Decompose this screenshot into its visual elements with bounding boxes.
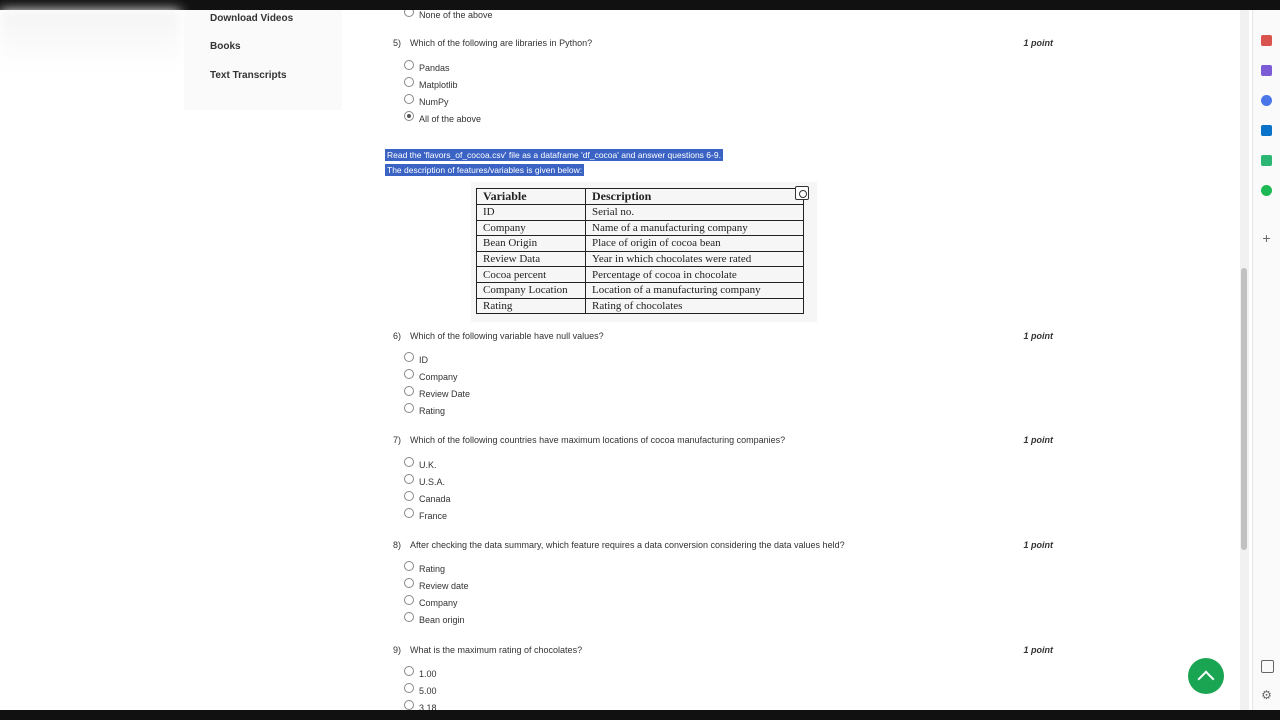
radio-button[interactable]: [404, 561, 414, 571]
browser-bottom-bar: [0, 710, 1280, 720]
radio-button[interactable]: [404, 508, 414, 518]
table-row: [477, 298, 804, 314]
table-cell: Serial no.: [586, 205, 804, 221]
radio-button[interactable]: [404, 352, 414, 362]
radio-button[interactable]: [404, 666, 414, 676]
question-number: 8): [393, 540, 402, 550]
option-france[interactable]: [404, 509, 447, 523]
radio-button[interactable]: [404, 491, 414, 501]
question-5: [393, 38, 592, 48]
radio-button[interactable]: [404, 595, 414, 605]
radio-button[interactable]: [404, 369, 414, 379]
option-label: U.S.A.: [419, 477, 446, 487]
option-3-18[interactable]: [404, 701, 437, 710]
scroll-to-top-button[interactable]: [1188, 658, 1224, 694]
add-icon[interactable]: +: [1262, 230, 1271, 246]
option-label: None of the above: [419, 10, 493, 20]
table-cell: Rating of chocolates: [586, 298, 804, 314]
option-5-00[interactable]: [404, 684, 437, 698]
table-row: [477, 282, 804, 298]
table-cell: Percentage of cocoa in chocolate: [586, 267, 804, 283]
option-pandas[interactable]: [404, 61, 450, 75]
radio-button[interactable]: [404, 403, 414, 413]
radio-button-selected[interactable]: [404, 111, 414, 121]
question-number: 5): [393, 38, 402, 48]
question-number: 6): [393, 331, 402, 341]
table-cell: Company Location: [477, 282, 586, 298]
points-label: 1 point: [1023, 331, 1053, 341]
option-label: 3.18: [419, 703, 437, 710]
option-label: U.K.: [419, 460, 437, 470]
sidebar-item-books[interactable]: Books: [210, 41, 241, 52]
question-6: [393, 331, 604, 341]
instruction-line-2: The description of features/variables is given below:: [387, 165, 583, 175]
option-label: Rating: [419, 564, 446, 574]
radio-button[interactable]: [404, 386, 414, 396]
question-9: [393, 645, 582, 655]
radio-button[interactable]: [404, 60, 414, 70]
sidebar-toggle-icon[interactable]: [1261, 660, 1274, 673]
table-cell: Review Data: [477, 251, 586, 267]
table-cell: Place of origin of cocoa bean: [586, 236, 804, 252]
question-text: After checking the data summary, which feature requires a data conversion considering the data values held?: [410, 540, 845, 550]
table-header: Description: [586, 189, 804, 205]
send-icon[interactable]: [1261, 155, 1272, 166]
puzzle-icon[interactable]: [1261, 65, 1272, 76]
radio-button[interactable]: [404, 77, 414, 87]
table-row: [477, 220, 804, 236]
points-label: 1 point: [1023, 645, 1053, 655]
instruction-line-1: Read the 'flavors_of_cocoa.csv' file as a dataframe 'df_cocoa' and answer questions 6-9.: [387, 150, 721, 160]
outlook-icon[interactable]: [1261, 125, 1272, 136]
table-row: [477, 251, 804, 267]
radio-button[interactable]: [404, 612, 414, 622]
quiz-content: [377, 10, 1060, 710]
option-usa[interactable]: [404, 475, 445, 489]
option-label: 1.00: [419, 669, 437, 679]
option-label: Company: [419, 598, 458, 608]
table-cell: Name of a manufacturing company: [586, 220, 804, 236]
points-label: 1 point: [1023, 435, 1053, 445]
option-label: All of the above: [419, 114, 482, 124]
points-label: 1 point: [1023, 38, 1053, 48]
option-rating[interactable]: [404, 404, 445, 418]
browser-top-bar: [0, 0, 1280, 10]
radio-button[interactable]: [404, 700, 414, 710]
radio-button[interactable]: [404, 474, 414, 484]
table-cell: Location of a manufacturing company: [586, 282, 804, 298]
option-numpy[interactable]: [404, 95, 449, 109]
table-row: [477, 205, 804, 221]
radio-button[interactable]: [404, 683, 414, 693]
table-cell: Rating: [477, 298, 586, 314]
table-cell: Bean Origin: [477, 236, 586, 252]
option-bean-origin[interactable]: [404, 613, 465, 627]
option-company[interactable]: [404, 596, 458, 610]
radio-button[interactable]: [404, 94, 414, 104]
question-text: Which of the following countries have maximum locations of cocoa manufacturing companies?: [410, 435, 786, 445]
option-review-date[interactable]: [404, 579, 469, 593]
option-1-00[interactable]: [404, 667, 437, 681]
table-row: [477, 236, 804, 252]
table-header: Variable: [477, 189, 586, 205]
option-all-of-the-above[interactable]: [404, 112, 481, 126]
option-label: France: [419, 511, 448, 521]
option-id[interactable]: [404, 353, 428, 367]
scan-icon[interactable]: [795, 186, 809, 200]
course-sidebar: [184, 10, 342, 110]
question-text: Which of the following are libraries in Python?: [410, 38, 593, 48]
option-rating[interactable]: [404, 562, 445, 576]
option-label: Bean origin: [419, 615, 465, 625]
copilot-icon[interactable]: [1261, 95, 1272, 106]
toolbox-icon[interactable]: [1261, 35, 1272, 46]
option-label: Review date: [419, 581, 469, 591]
sidebar-item-download-videos[interactable]: Download Videos: [210, 13, 294, 24]
radio-button[interactable]: [404, 457, 414, 467]
option-label: Company: [419, 372, 458, 382]
points-label: 1 point: [1023, 540, 1053, 550]
question-8: [393, 540, 845, 550]
browser-side-rail: [1252, 10, 1280, 710]
table-cell: Year in which chocolates were rated: [586, 251, 804, 267]
option-label: Rating: [419, 406, 446, 416]
left-blur: [0, 10, 180, 70]
option-uk[interactable]: [404, 458, 437, 472]
option-canada[interactable]: [404, 492, 451, 506]
option-label: ID: [419, 355, 428, 365]
spotify-icon[interactable]: [1261, 185, 1272, 196]
question-number: 9): [393, 645, 402, 655]
table-header-row: [477, 189, 804, 205]
scrollbar-thumb[interactable]: [1241, 268, 1247, 550]
option-label: Review Date: [419, 389, 471, 399]
table-cell: Cocoa percent: [477, 267, 586, 283]
question-text: What is the maximum rating of chocolates?: [410, 645, 583, 655]
option-label: Pandas: [419, 63, 450, 73]
option-matplotlib[interactable]: [404, 78, 458, 92]
table-cell: Company: [477, 220, 586, 236]
settings-icon[interactable]: ⚙: [1261, 688, 1272, 702]
table-row: [477, 267, 804, 283]
option-review-date[interactable]: [404, 387, 470, 401]
option-label: 5.00: [419, 686, 437, 696]
radio-button[interactable]: [404, 10, 414, 17]
question-text: Which of the following variable have null values?: [410, 331, 604, 341]
question-7: [393, 435, 785, 445]
feature-description-table: [476, 188, 804, 314]
option-prev[interactable]: [404, 10, 493, 22]
option-label: Matplotlib: [419, 80, 458, 90]
sidebar-item-text-transcripts[interactable]: Text Transcripts: [210, 70, 287, 81]
option-company[interactable]: [404, 370, 458, 384]
question-number: 7): [393, 435, 402, 445]
table-cell: ID: [477, 205, 586, 221]
option-label: NumPy: [419, 97, 449, 107]
radio-button[interactable]: [404, 578, 414, 588]
option-label: Canada: [419, 494, 451, 504]
